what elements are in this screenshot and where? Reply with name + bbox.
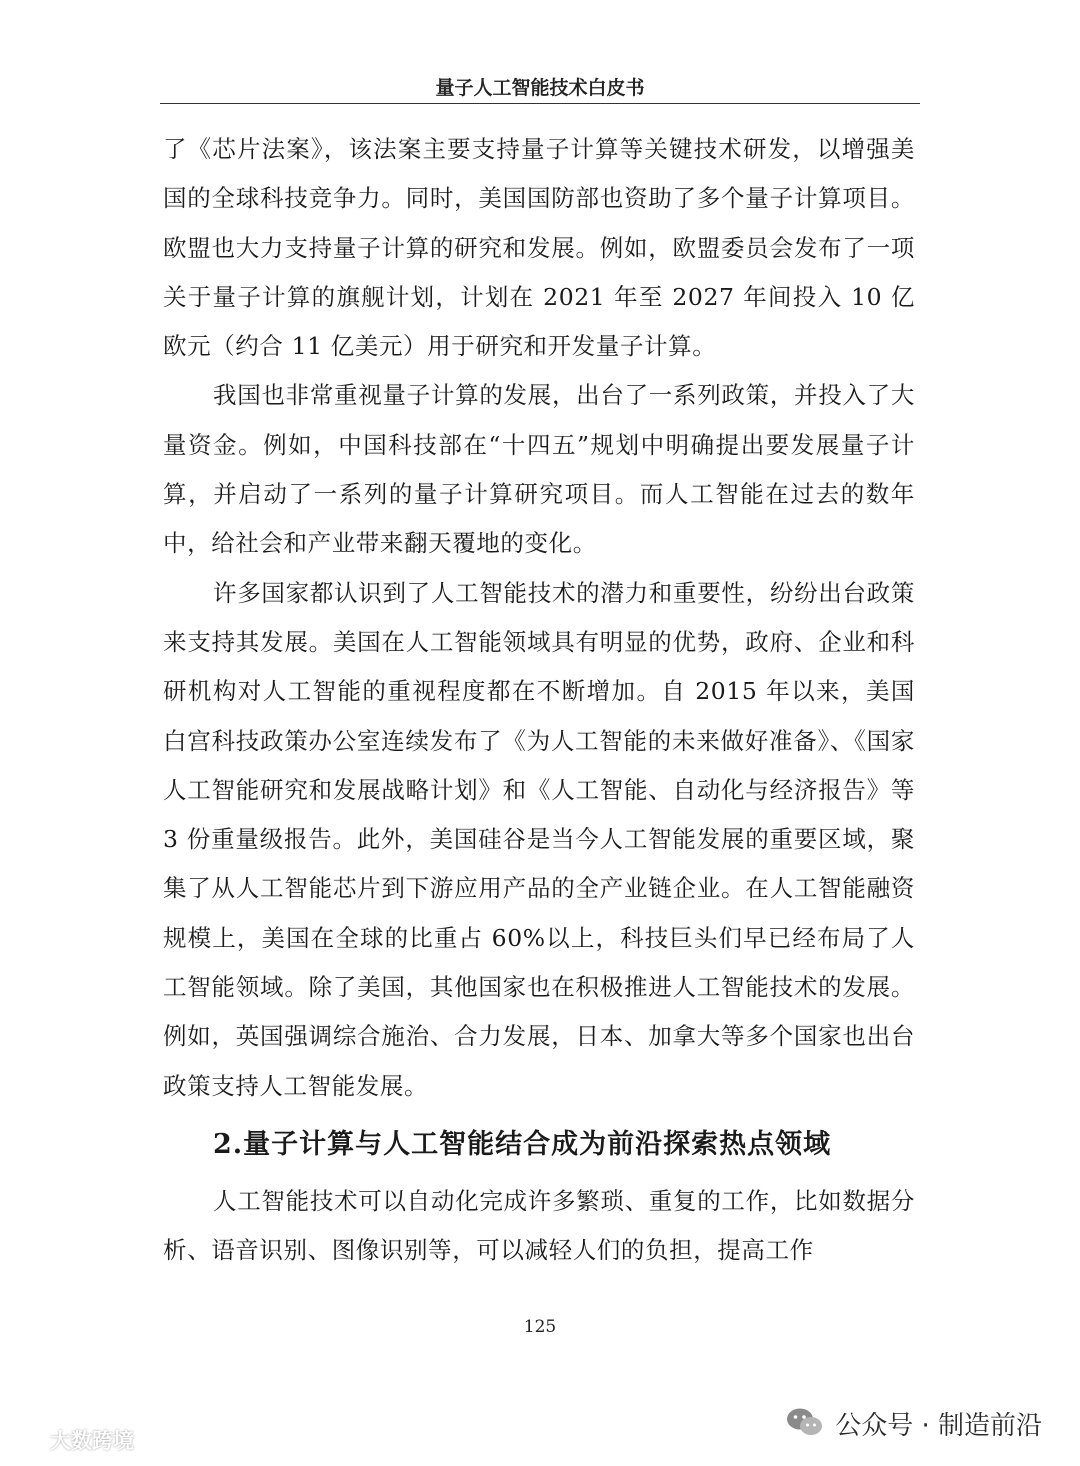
paragraph: 许多国家都认识到了人工智能技术的潜力和重要性，纷纷出台政策来支持其发展。美国在人工智能领域具有明显的优势，政府、企业和科研机构对人工智能的重视程度都在不断增加。自 2015 年以来，美国白宫科技政策办公室连续发布了《为人工智能的未来做好准备》、《国家人工智能研究和发展战略计划》和《人工智能、自动化与经济报告》等 3 份重量级报告。此外，美国硅谷是当今人工智能发展的重要区域，聚集了从人工智能芯片到下游应用产品的全产业链企业。在人工智能融资规模上，美国在全球的比重占 60%以上，科技巨头们早已经布局了人工智能领域。除了美国，其他国家也在积极推进人工智能技术的发展。例如，英国强调综合施治、合力发展，日本、加拿大等多个国家也出台政策支持人工智能发展。 xyxy=(163,578,915,1100)
section-heading: 2.量子计算与人工智能结合成为前沿探索热点领域 xyxy=(213,1128,832,1160)
main-text xyxy=(163,125,915,1276)
watermark-left xyxy=(12,1424,134,1456)
paragraph: 人工智能技术可以自动化完成许多繁琐、重复的工作，比如数据分析、语音识别、图像识别等，可以减轻人们的负担，提高工作 xyxy=(163,1186,915,1265)
header-divider xyxy=(160,103,920,104)
watermark-right xyxy=(785,1403,1042,1443)
watermark-right-text: 公众号 · 制造前沿 xyxy=(835,1410,1042,1441)
running-header: 量子人工智能技术白皮书 xyxy=(435,77,645,99)
paragraph-continued: 了《芯片法案》，该法案主要支持量子计算等关键技术研发，以增强美国的全球科技竞争力。同时，美国国防部也资助了多个量子计算项目。欧盟也大力支持量子计算的研究和发展。例如，欧盟委员会发布了一项关于量子计算的旗舰计划，计划在 2021 年至 2027 年间投入 10 亿欧元（约合 11 亿美元）用于研究和开发量子计算。 xyxy=(163,135,915,361)
paragraph: 我国也非常重视量子计算的发展，出台了一系列政策，并投入了大量资金。例如，中国科技部在“十四五”规划中明确提出要发展量子计算，并启动了一系列的量子计算研究项目。而人工智能在过去的数年中，给社会和产业带来翻天覆地的变化。 xyxy=(163,381,915,558)
watermark-logo-icon xyxy=(12,1428,46,1452)
wechat-icon xyxy=(785,1406,825,1440)
watermark-left-text: 大数跨境 xyxy=(50,1429,134,1453)
page-number: 125 xyxy=(523,1317,557,1337)
